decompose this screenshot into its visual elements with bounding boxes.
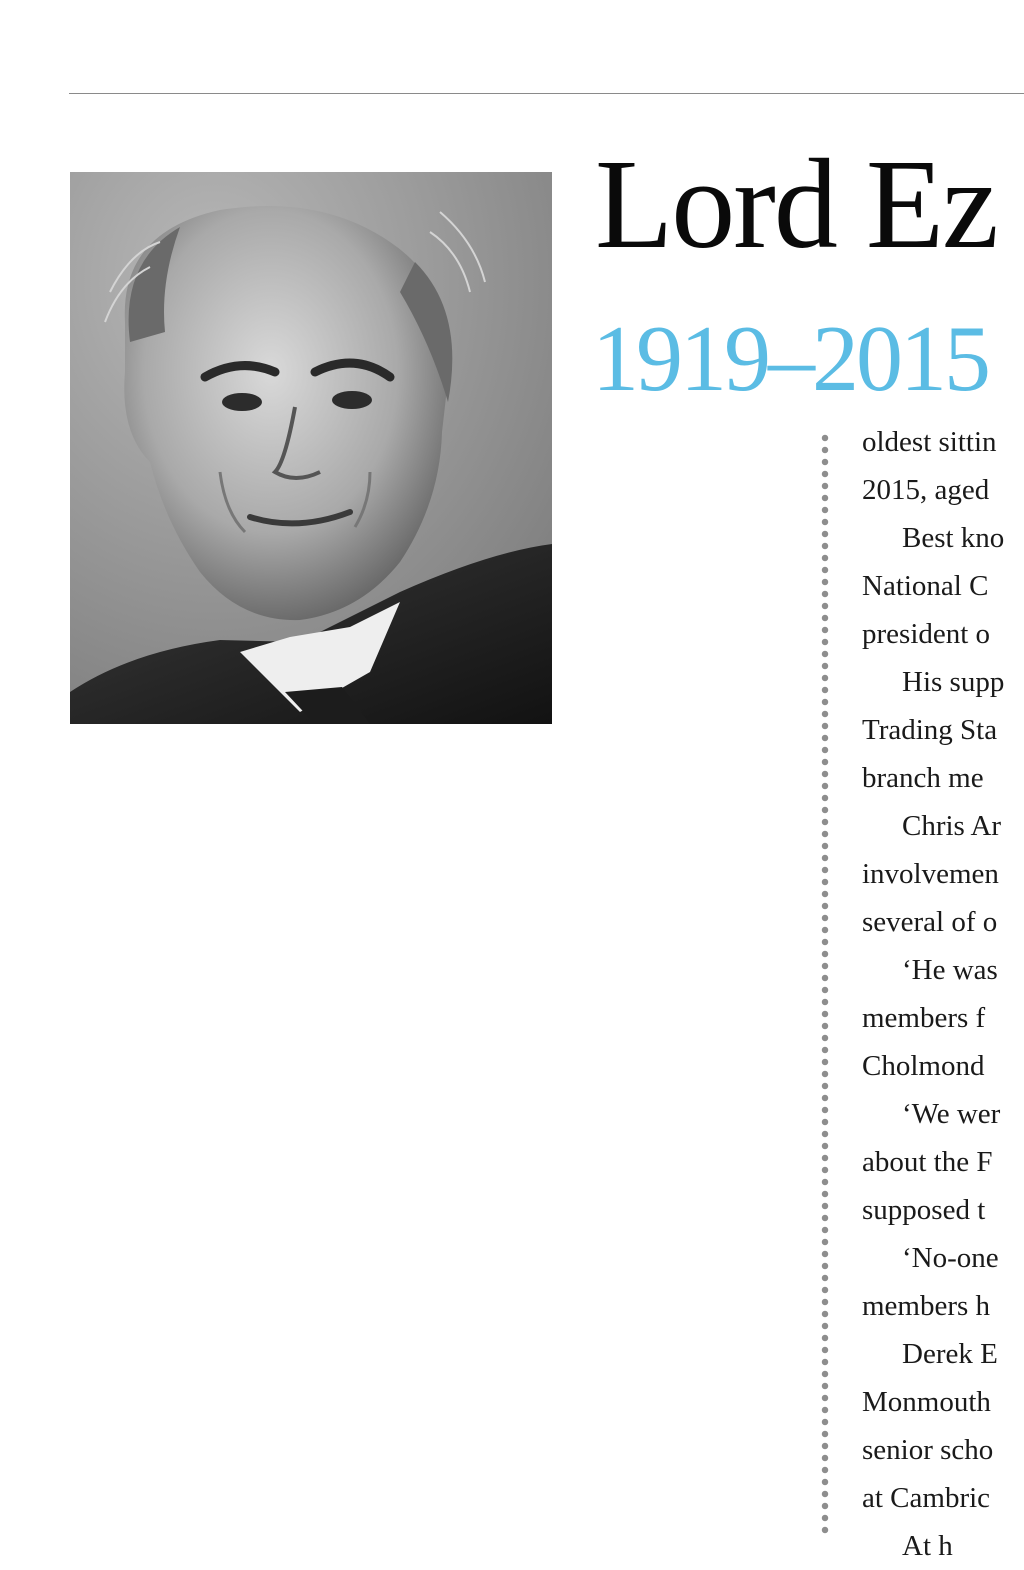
body-line: ‘No-one bbox=[902, 1242, 999, 1274]
body-line: 2015, aged bbox=[862, 474, 990, 506]
body-line: Best kno bbox=[902, 522, 1005, 554]
body-line: members h bbox=[862, 1290, 991, 1322]
body-line: His supp bbox=[902, 666, 1005, 698]
body-line: members f bbox=[862, 1002, 986, 1034]
body-line: involvemen bbox=[862, 858, 999, 890]
body-line: Trading Sta bbox=[862, 714, 998, 746]
body-line: Monmouth bbox=[862, 1386, 991, 1418]
body-line: about the F bbox=[862, 1146, 993, 1178]
body-line: president o bbox=[862, 618, 991, 650]
body-line: oldest sittin bbox=[862, 426, 997, 458]
body-line: National C bbox=[862, 570, 989, 602]
top-rule bbox=[69, 93, 1024, 94]
article-body bbox=[862, 418, 1024, 1562]
dotted-divider bbox=[820, 432, 830, 1536]
body-line: supposed t bbox=[862, 1194, 986, 1226]
body-line: Cholmond bbox=[862, 1050, 985, 1082]
body-line: senior scho bbox=[862, 1434, 994, 1466]
body-line: ‘He was bbox=[902, 954, 998, 986]
headline: Lord Ez bbox=[595, 133, 997, 275]
body-line: branch me bbox=[862, 762, 984, 794]
life-dates: 1919–2015 bbox=[592, 307, 988, 411]
body-line: at Cambric bbox=[862, 1482, 991, 1514]
body-line: Chris Ar bbox=[902, 810, 1002, 842]
portrait-photo bbox=[70, 172, 552, 724]
body-line: At h bbox=[902, 1530, 953, 1562]
body-line: ‘We wer bbox=[902, 1098, 1001, 1130]
body-line: several of o bbox=[862, 906, 998, 938]
body-line: Derek E bbox=[902, 1338, 998, 1370]
